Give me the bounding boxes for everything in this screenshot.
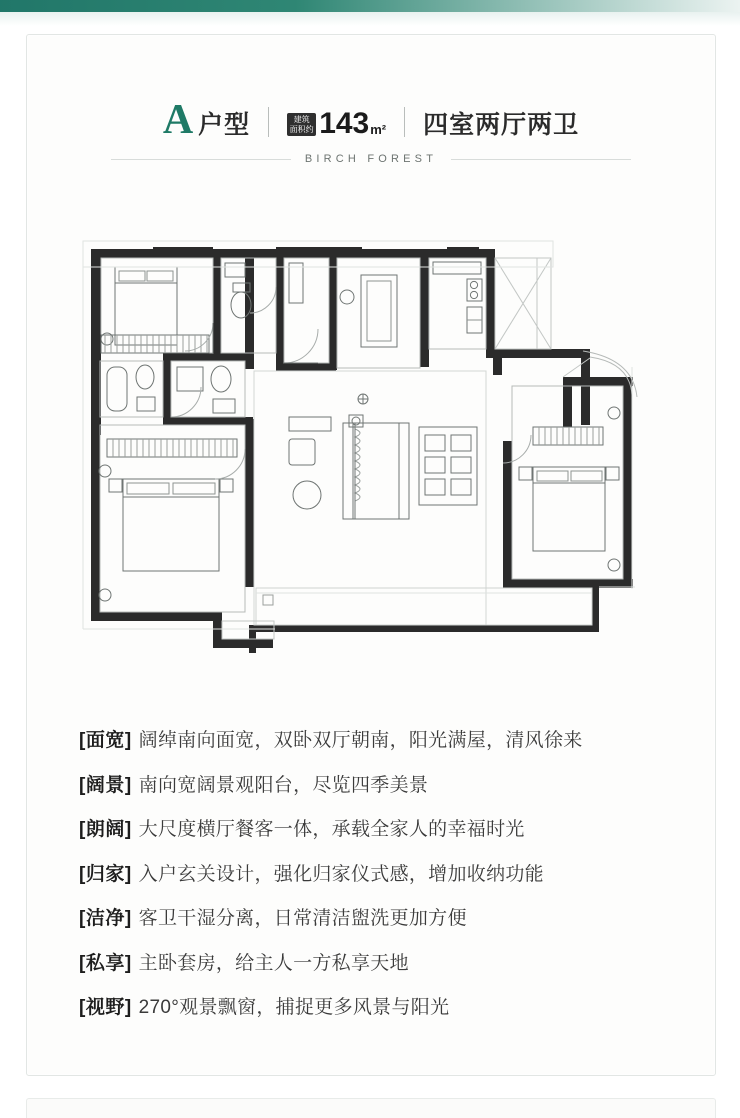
top-accent-fade: [0, 12, 740, 26]
header: [27, 97, 715, 143]
area-block: [287, 109, 386, 139]
feature-tag: [面宽]: [79, 730, 132, 751]
feature-text: 大尺度横厅餐客一体，承载全家人的幸福时光: [138, 819, 525, 840]
feature-tag: [朗阔]: [79, 819, 132, 840]
feature-tag: [阔景]: [79, 774, 132, 796]
feature-tag-text: 阔景: [85, 774, 125, 796]
list-item: [79, 770, 679, 798]
feature-tag-text: 私享: [85, 952, 125, 974]
feature-list: [79, 725, 679, 1037]
brand-row: [27, 153, 715, 165]
list-item: [79, 725, 679, 753]
area-tag-line2: 面积约: [289, 124, 314, 134]
area-tag: [287, 113, 316, 136]
divider-1: [268, 107, 269, 137]
feature-tag: [视野]: [79, 997, 132, 1018]
feature-tag-text: 朗阔: [85, 819, 125, 840]
feature-tag-text: 视野: [85, 997, 125, 1018]
feature-text: 客卫干湿分离，日常清洁盥洗更加方便: [138, 908, 467, 929]
brand-name: BIRCH FOREST: [304, 153, 438, 165]
feature-tag: [私享]: [79, 952, 132, 974]
floor-plan: [63, 227, 679, 677]
brochure-card: [26, 34, 716, 1076]
floor-plan-svg: [63, 227, 679, 677]
feature-tag-text: 洁净: [85, 908, 125, 929]
list-item: [79, 859, 679, 887]
feature-tag: [洁净]: [79, 908, 132, 929]
brand-rule-right: [451, 159, 631, 160]
feature-tag: [归家]: [79, 863, 132, 885]
feature-text: 主卧套房，给主人一方私享天地: [138, 952, 409, 974]
bottom-card-edge: [26, 1098, 716, 1118]
divider-2: [404, 107, 405, 137]
area-tag-line1: 建筑: [293, 114, 310, 124]
list-item: [79, 814, 679, 842]
brand-rule-left: [111, 159, 291, 160]
unit-letter: A: [162, 97, 194, 143]
area-unit: m²: [370, 122, 387, 137]
feature-text: 270°观景飘窗，捕捉更多风景与阳光: [138, 997, 450, 1018]
walls-group: [91, 247, 633, 653]
feature-text: 入户玄关设计，强化归家仪式感，增加收纳功能: [138, 863, 544, 885]
list-item: [79, 903, 679, 931]
feature-tag-text: 面宽: [85, 730, 125, 751]
top-accent-bar: [0, 0, 740, 12]
feature-text: 南向宽阔景观阳台，尽览四季美景: [138, 774, 429, 796]
feature-tag-text: 归家: [85, 863, 125, 885]
feature-text: 阔绰南向面宽，双卧双厅朝南，阳光满屋，清风徐来: [138, 730, 583, 751]
room-count-label: 四室两厅两卫: [423, 111, 580, 139]
list-item: [79, 992, 679, 1020]
area-value: 143: [319, 107, 370, 140]
unit-label: 户型: [198, 111, 251, 139]
list-item: [79, 948, 679, 976]
